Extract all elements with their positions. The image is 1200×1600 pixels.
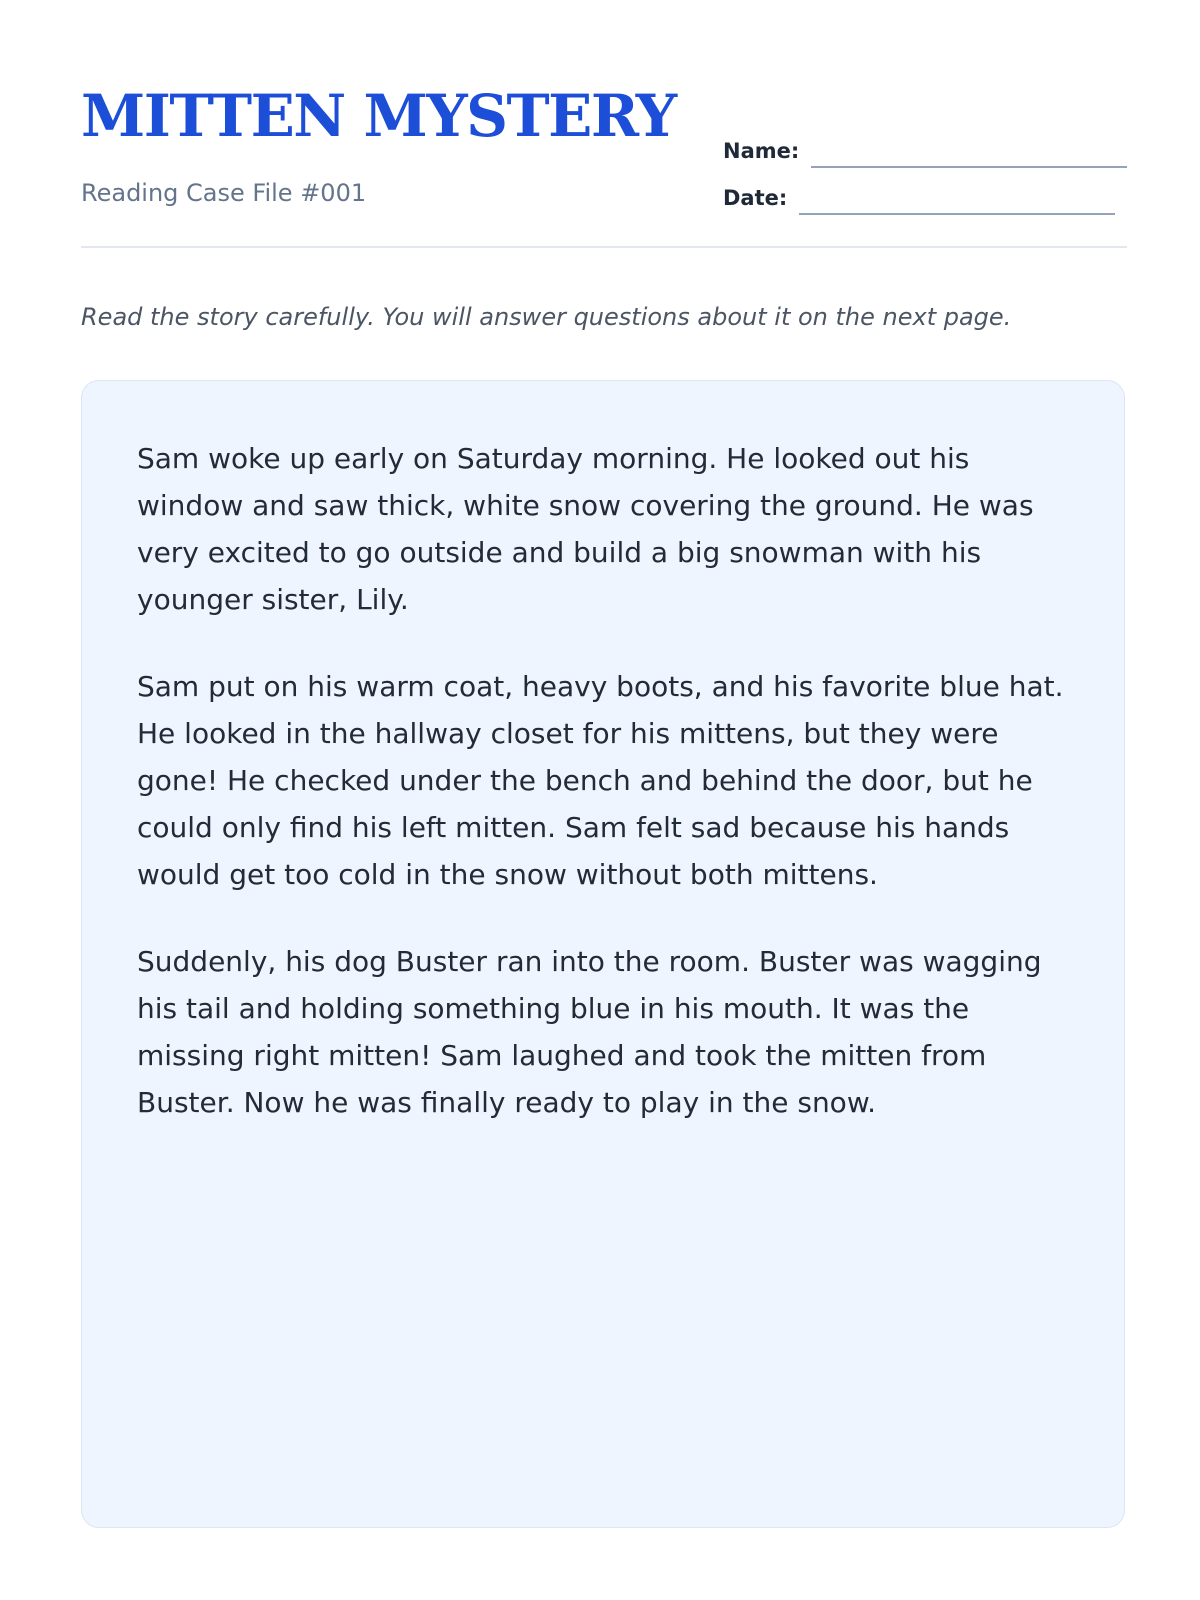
page-title: MITTEN MYSTERY (81, 82, 676, 150)
name-label: Name: (723, 139, 800, 163)
worksheet-page (81, 0, 1127, 1600)
story-paragraph: Sam put on his warm coat, heavy boots, and his favorite blue hat. He looked in the hallway closet for his mittens, but they were gone! He checked under the bench and behind the door, but he could only find his left mitten. Sam felt sad because his hands would get too cold in the snow without both mittens. (137, 670, 1064, 891)
case-file-subtitle: Reading Case File #001 (81, 179, 367, 207)
date-label: Date: (723, 186, 788, 210)
date-field (723, 175, 1115, 215)
name-field (723, 128, 1127, 168)
reading-instructions: Read the story carefully. You will answer questions about it on the next page. (81, 303, 1012, 331)
worksheet-header (81, 0, 1127, 248)
name-writing-line[interactable] (811, 132, 1127, 168)
story-paragraph: Suddenly, his dog Buster ran into the room. Buster was wagging his tail and holding something blue in his mouth. It was the missing right mitten! Sam laughed and took the mitten from Buster. Now he was finally ready to play in the snow. (137, 945, 1042, 1119)
story-box (81, 380, 1125, 1528)
date-writing-line[interactable] (799, 179, 1115, 215)
story-paragraph: Sam woke up early on Saturday morning. He looked out his window and saw thick, white snow covering the ground. He was very excited to go outside and build a big snowman with his younger sister, Lily. (137, 442, 1034, 616)
